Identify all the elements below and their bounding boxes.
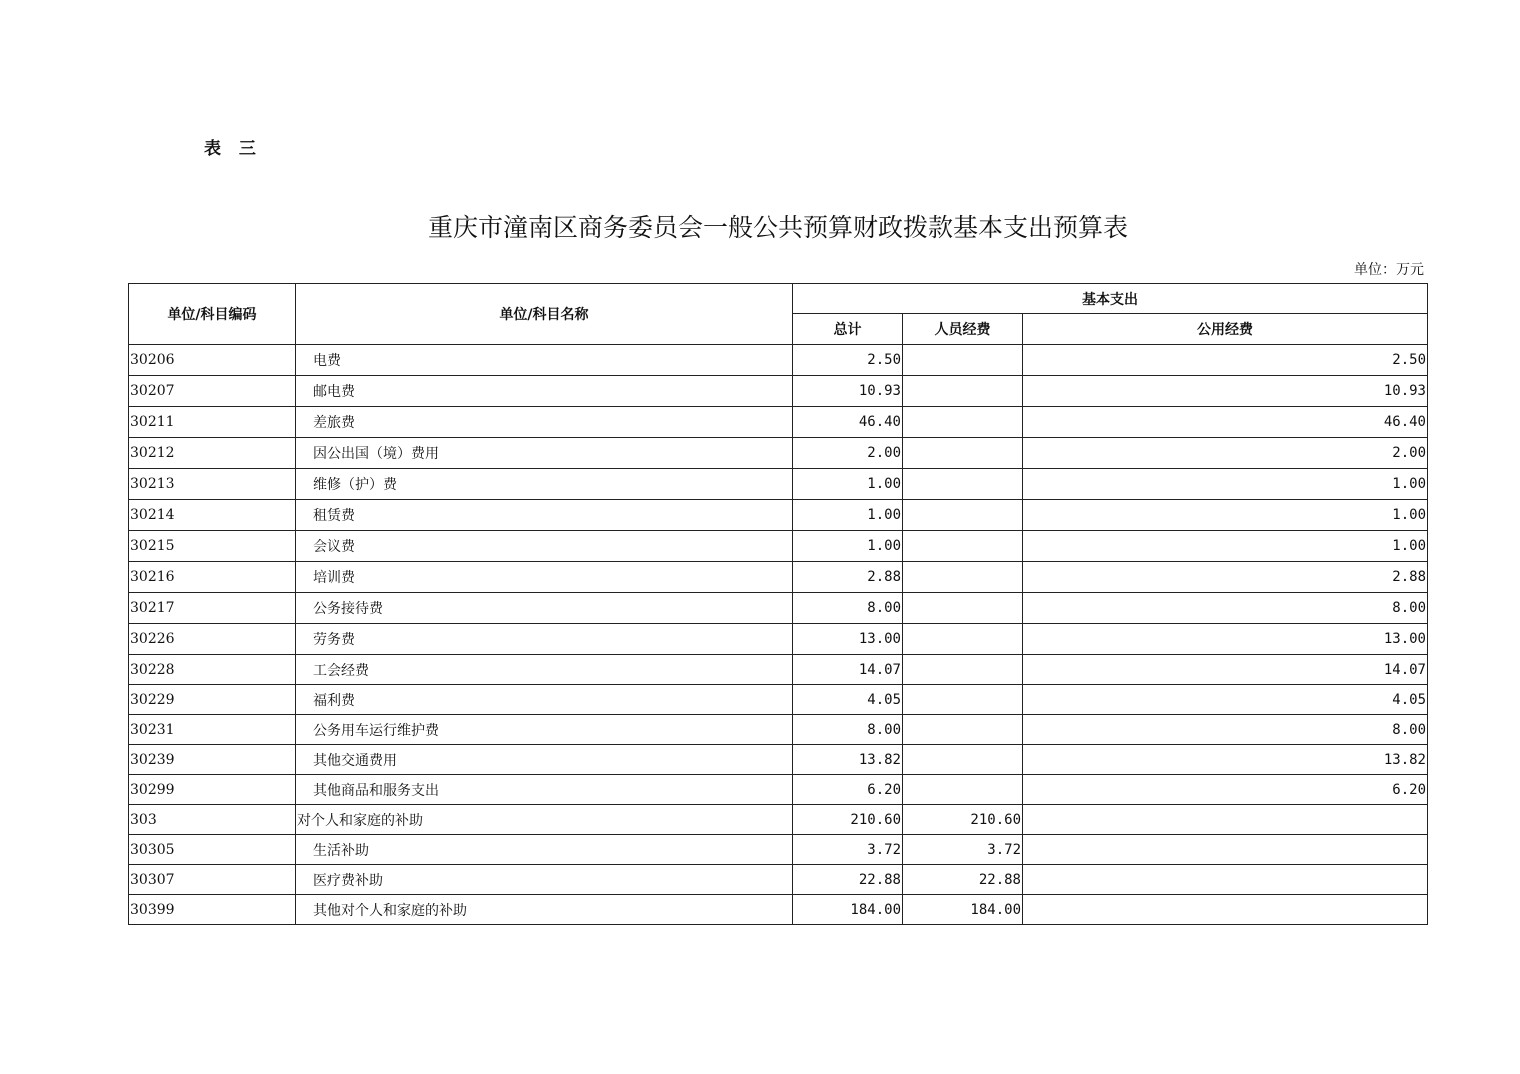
row-public: 2.88: [1023, 562, 1428, 593]
table-row: [129, 531, 1428, 562]
row-personnel: 3.72: [903, 835, 1023, 865]
row-name: 公务接待费: [296, 593, 793, 624]
row-public: 8.00: [1023, 715, 1428, 745]
row-name: 公务用车运行维护费: [296, 715, 793, 745]
row-name: 电费: [296, 345, 793, 376]
row-public: 4.05: [1023, 685, 1428, 715]
row-personnel: [903, 500, 1023, 531]
row-code: 30305: [129, 835, 296, 865]
row-code: 30215: [129, 531, 296, 562]
row-public: [1023, 895, 1428, 925]
row-name: 对个人和家庭的补助: [296, 805, 793, 835]
row-public: 1.00: [1023, 531, 1428, 562]
row-total: 2.50: [793, 345, 903, 376]
row-name: 生活补助: [296, 835, 793, 865]
row-code: 30212: [129, 438, 296, 469]
row-personnel: [903, 469, 1023, 500]
row-personnel: [903, 685, 1023, 715]
row-personnel: [903, 438, 1023, 469]
row-total: 22.88: [793, 865, 903, 895]
row-public: 1.00: [1023, 469, 1428, 500]
row-personnel: [903, 624, 1023, 655]
row-public: 1.00: [1023, 500, 1428, 531]
row-public: 8.00: [1023, 593, 1428, 624]
row-code: 30399: [129, 895, 296, 925]
row-public: 13.82: [1023, 745, 1428, 775]
row-public: 46.40: [1023, 407, 1428, 438]
row-personnel: [903, 531, 1023, 562]
row-code: 30299: [129, 775, 296, 805]
row-total: 46.40: [793, 407, 903, 438]
row-total: 2.88: [793, 562, 903, 593]
row-code: 30239: [129, 745, 296, 775]
row-personnel: [903, 345, 1023, 376]
row-code: 30228: [129, 655, 296, 685]
row-public: 6.20: [1023, 775, 1428, 805]
row-name: 福利费: [296, 685, 793, 715]
row-total: 2.00: [793, 438, 903, 469]
row-personnel: 210.60: [903, 805, 1023, 835]
row-name: 其他商品和服务支出: [296, 775, 793, 805]
row-personnel: [903, 562, 1023, 593]
row-total: 210.60: [793, 805, 903, 835]
row-personnel: [903, 715, 1023, 745]
row-code: 30229: [129, 685, 296, 715]
row-personnel: [903, 407, 1023, 438]
row-name: 差旅费: [296, 407, 793, 438]
row-public: 2.50: [1023, 345, 1428, 376]
row-total: 14.07: [793, 655, 903, 685]
row-total: 6.20: [793, 775, 903, 805]
row-personnel: 184.00: [903, 895, 1023, 925]
table-row: [129, 438, 1428, 469]
row-code: 30307: [129, 865, 296, 895]
row-code: 30207: [129, 376, 296, 407]
table-body: [129, 345, 1428, 925]
header-code: 单位/科目编码: [129, 284, 296, 345]
row-total: 184.00: [793, 895, 903, 925]
row-personnel: [903, 745, 1023, 775]
table-row: [129, 500, 1428, 531]
row-code: 30226: [129, 624, 296, 655]
page-title: 重庆市潼南区商务委员会一般公共预算财政拨款基本支出预算表: [427, 213, 1128, 242]
row-public: [1023, 805, 1428, 835]
row-personnel: [903, 775, 1023, 805]
row-personnel: [903, 376, 1023, 407]
table-row: [129, 655, 1428, 685]
table-row: [129, 345, 1428, 376]
table-row: [129, 562, 1428, 593]
row-total: 1.00: [793, 500, 903, 531]
row-name: 其他交通费用: [296, 745, 793, 775]
table-row: [129, 469, 1428, 500]
row-public: 14.07: [1023, 655, 1428, 685]
row-name: 租赁费: [296, 500, 793, 531]
row-name: 因公出国（境）费用: [296, 438, 793, 469]
row-total: 8.00: [793, 715, 903, 745]
unit-note: 单位：万元: [1354, 262, 1424, 278]
row-total: 4.05: [793, 685, 903, 715]
table-row: [129, 715, 1428, 745]
budget-table: [128, 283, 1428, 925]
table-row: [129, 865, 1428, 895]
header-personnel: 人员经费: [903, 314, 1023, 345]
row-total: 13.82: [793, 745, 903, 775]
table-row: [129, 593, 1428, 624]
row-name: 其他对个人和家庭的补助: [296, 895, 793, 925]
row-code: 303: [129, 805, 296, 835]
row-name: 邮电费: [296, 376, 793, 407]
table-row: [129, 805, 1428, 835]
table-label: 表 三: [204, 139, 262, 159]
table-row: [129, 895, 1428, 925]
header-name: 单位/科目名称: [296, 284, 793, 345]
row-name: 工会经费: [296, 655, 793, 685]
row-name: 医疗费补助: [296, 865, 793, 895]
row-code: 30231: [129, 715, 296, 745]
row-code: 30217: [129, 593, 296, 624]
table-row: [129, 376, 1428, 407]
table-row: [129, 407, 1428, 438]
row-code: 30216: [129, 562, 296, 593]
header-total: 总计: [793, 314, 903, 345]
row-total: 13.00: [793, 624, 903, 655]
row-personnel: 22.88: [903, 865, 1023, 895]
row-public: [1023, 865, 1428, 895]
row-code: 30214: [129, 500, 296, 531]
table-row: [129, 745, 1428, 775]
table-row: [129, 775, 1428, 805]
row-total: 3.72: [793, 835, 903, 865]
row-public: 13.00: [1023, 624, 1428, 655]
row-total: 10.93: [793, 376, 903, 407]
row-public: 10.93: [1023, 376, 1428, 407]
row-total: 1.00: [793, 531, 903, 562]
row-name: 培训费: [296, 562, 793, 593]
row-code: 30206: [129, 345, 296, 376]
row-total: 1.00: [793, 469, 903, 500]
row-public: 2.00: [1023, 438, 1428, 469]
row-public: [1023, 835, 1428, 865]
row-code: 30211: [129, 407, 296, 438]
table-row: [129, 624, 1428, 655]
row-code: 30213: [129, 469, 296, 500]
header-public: 公用经费: [1023, 314, 1428, 345]
row-personnel: [903, 655, 1023, 685]
row-name: 会议费: [296, 531, 793, 562]
row-name: 劳务费: [296, 624, 793, 655]
row-name: 维修（护）费: [296, 469, 793, 500]
header-basic-expenditure: 基本支出: [793, 284, 1428, 314]
table-row: [129, 835, 1428, 865]
row-personnel: [903, 593, 1023, 624]
row-total: 8.00: [793, 593, 903, 624]
table-row: [129, 685, 1428, 715]
